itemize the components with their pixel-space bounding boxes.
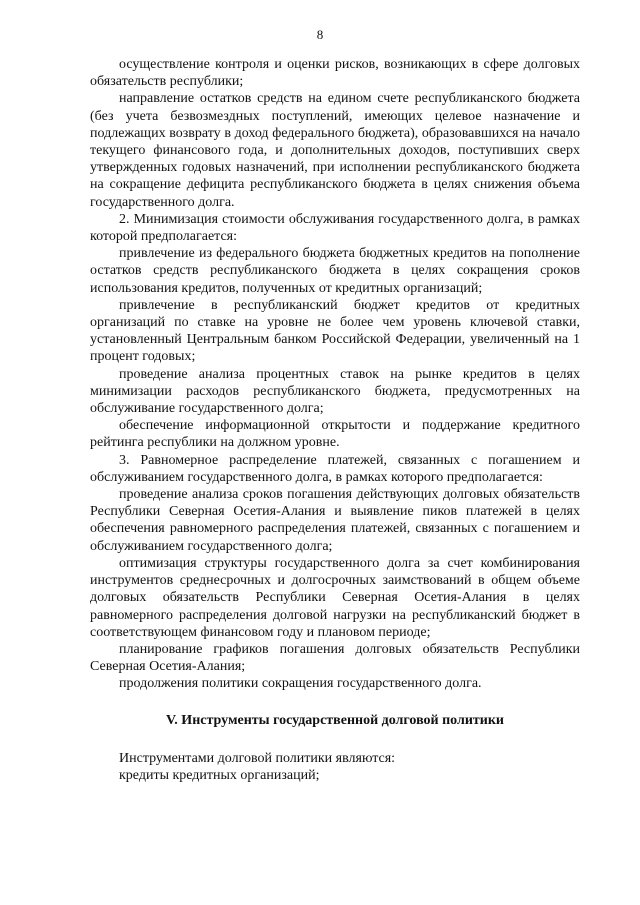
page-number: 8	[316, 27, 324, 42]
paragraph-risk-control: осуществление контроля и оценки рисков, возникающих в сфере долговых обязательств республики;	[90, 57, 580, 90]
paragraph-federal-credits: привлечение из федерального бюджета бюджетных кредитов на пополнение остатков средств республиканского бюджета в целях сокращения сроков использования кредитов, полученных от кредитных организаций;	[90, 246, 580, 296]
paragraph-bank-credits: привлечение в республиканский бюджет кредитов от кредитных организаций по ставке на уровне не более чем уровень ключевой ставки, установленный Центральным банком Российской Федерации, увеличенный на 1 процент годовых;	[90, 297, 580, 365]
document-body	[90, 56, 580, 784]
paragraph-cost-minimization: 2. Минимизация стоимости обслуживания государственного долга, в рамках которой предполагается:	[90, 211, 580, 245]
paragraph-balance-direction: направление остатков средств на едином счете республиканского бюджета (без учета безвозмездных поступлений, имеющих целевое назначение и подлежащих возврату в доход федерального бюджета), образовавшихся на начало текущего финансового года, и дополнительных доходов, поступивших сверх утвержденных годовых назначений, при исполнении республиканского бюджета на сокращение дефицита республиканского бюджета в целях снижения объема государственного долга.	[90, 91, 580, 210]
paragraph-instruments-intro: Инструментами долговой политики являются:	[119, 750, 396, 766]
paragraph-rate-analysis: проведение анализа процентных ставок на рынке кредитов в целях минимизации расходов республиканского бюджета, предусмотренных на обслуживание государственного долга;	[90, 366, 580, 417]
paragraph-maturity-analysis: проведение анализа сроков погашения действующих долговых обязательств Республики Северная Осетия-Алания и выявление пиков платежей в целях обеспечения равномерного распределения платежей, связанных с погашением и обслуживанием государственного долга;	[90, 487, 580, 554]
paragraph-payment-distribution: 3. Равномерное распределение платежей, связанных с погашением и обслуживанием государственного долга, в рамках которого предполагается:	[90, 452, 580, 485]
paragraph-debt-reduction: продолжения политики сокращения государственного долга.	[119, 676, 482, 692]
paragraph-debt-optimization: оптимизация структуры государственного долга за счет комбинирования инструментов среднесрочных и долгосрочных заимствований в общем объеме долговых обязательств Республики Северная Осетия-Алания в целях равномерного распределения долговой нагрузки на республиканский бюджет в соответствующем финансовом году и плановом периоде;	[90, 555, 580, 640]
section-heading: V. Инструменты государственной долговой политики	[166, 712, 504, 728]
paragraph-transparency: обеспечение информационной открытости и поддержание кредитного рейтинга республики на должном уровне.	[90, 418, 580, 451]
paragraph-repayment-planning: планирование графиков погашения долговых обязательств Республики Северная Осетия-Алания;	[90, 641, 580, 675]
paragraph-bank-loans: кредиты кредитных организаций;	[119, 767, 320, 783]
